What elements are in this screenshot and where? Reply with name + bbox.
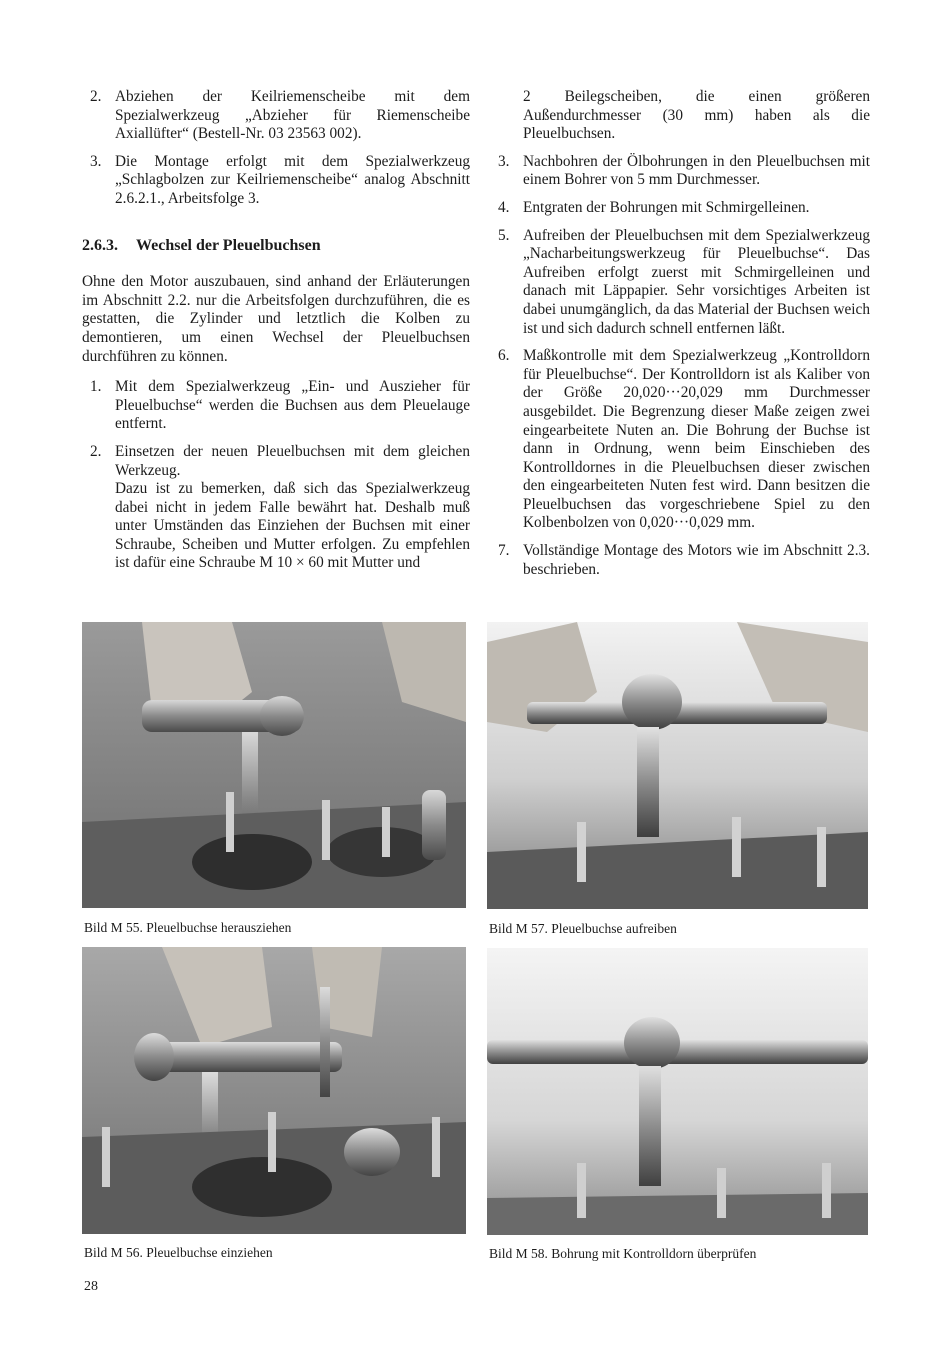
figure-caption: Bild M 58. Bohrung mit Kontrolldorn überprüfen: [489, 1246, 757, 1261]
section-number: 2.6.3.: [82, 236, 118, 254]
list-text: Entgraten der Bohrungen mit Schmirgelleinen.: [523, 198, 810, 216]
list-text: 2 Beilegscheiben, die einen größeren Außendurchmesser (30 mm) haben als die Pleuelbuchsen.: [523, 88, 870, 143]
list-item: [490, 542, 870, 579]
list-item: [82, 88, 470, 144]
photo-m57-image: [487, 622, 868, 909]
section-heading: [82, 237, 470, 256]
list-number: 2.: [90, 442, 102, 460]
figure-caption: Bild M 56. Pleuelbuchse einziehen: [84, 1245, 273, 1260]
list-text-continued: Dazu ist zu bemerken, daß sich das Spezialwerkzeug dabei nicht in jedem Falle bewährt hat. Deshalb muß unter Umständen das Einziehen der Buchsen mit einer Schraube, Scheiben und Mutter erfolgen. Zu empfehlen ist dafür eine Schraube M 10 × 60 mit Mutter und: [115, 480, 470, 572]
photo-m58: [487, 948, 868, 1235]
list-text: Abziehen der Keilriemenscheibe mit dem Spezialwerkzeug „Abzieher für Riemenscheibe Axiallüfter“ (Bestell-Nr. 03 23563 002).: [115, 88, 470, 143]
list-number: 1.: [90, 378, 102, 396]
photo-m55-image: [82, 622, 466, 908]
list-text: Aufreiben der Pleuelbuchsen mit dem Spezialwerkzeug „Nacharbeitungswerkzeug für Pleuelbuchse“. Das Aufreiben erfolgt zuerst mit Schmirgelleinen und danach mit Läppapier. Sehr vorsichtiges Arbeiten ist dabei unumgänglich, da das Material der Buchsen weich ist und sich dadurch schnell entfernen läßt.: [523, 226, 870, 337]
page-number: 28: [84, 1279, 98, 1294]
list-text: Nachbohren der Ölbohrungen in den Pleuelbuchsen mit einem Bohrer von 5 mm Durchmesser.: [523, 152, 870, 189]
list-number: 2.: [90, 88, 102, 105]
list-item: [490, 153, 870, 190]
list-item: [490, 227, 870, 339]
list-item-continued: [490, 88, 870, 144]
photo-m56: [82, 947, 466, 1234]
right-text-column: [490, 88, 870, 588]
photo-m57: [487, 622, 868, 909]
section-title: Wechsel der Pleuelbuchsen: [136, 236, 321, 254]
list-item: [82, 443, 470, 573]
list-text: Einsetzen der neuen Pleuelbuchsen mit dem gleichen Werkzeug.: [115, 442, 470, 479]
list-number: 3.: [498, 152, 510, 170]
figure-caption: Bild M 57. Pleuelbuchse aufreiben: [489, 921, 677, 936]
list-number: 5.: [498, 226, 510, 244]
photo-m56-image: [82, 947, 466, 1234]
list-text: Die Montage erfolgt mit dem Spezialwerkzeug „Schlagbolzen zur Keilriemenscheibe“ analog Abschnitt 2.6.2.1., Arbeitsfolge 3.: [115, 152, 470, 207]
intro-paragraph: Ohne den Motor auszubauen, sind anhand der Erläuterungen im Abschnitt 2.2. nur die Arbeitsfolgen durchzuführen, die es gestatten, die Zylinder und letztlich die Kolben zu demontieren, um einen Wechsel der Pleuelbuchsen durchführen zu können.: [82, 273, 470, 365]
list-text: Maßkontrolle mit dem Spezialwerkzeug „Kontrolldorn für Pleuelbuchse“. Der Kontrolldorn ist als Kaliber von der Größe 20,020···20,029 mm Durchmesser ausgebildet. Die Begrenzung dieser Maße zeigen zwei eingearbeitete Nuten an. Die Bohrung der Buchse ist dann in Ordnung, wenn beim Einschieben des Kontrolldornes in die Pleuelbuchsen dieser zwischen den eingearbeiteten Nuten fest wird. Dann besitzen die Pleuelbuchsen das vorgeschriebene Spiel zu den Kolbenbolzen von 0,020···0,029 mm.: [523, 347, 870, 532]
photo-m58-image: [487, 948, 868, 1235]
list-number: 6.: [498, 347, 510, 365]
photo-m55: [82, 622, 466, 908]
left-text-column: [82, 88, 470, 582]
list-item: [82, 378, 470, 434]
list-item: [490, 347, 870, 533]
list-text: Vollständige Montage des Motors wie im Abschnitt 2.3. beschrieben.: [523, 542, 870, 578]
list-item: [82, 153, 470, 209]
list-number: 4.: [498, 198, 510, 216]
figure-caption: Bild M 55. Pleuelbuchse herausziehen: [84, 920, 292, 935]
list-item: [490, 199, 870, 218]
list-number: 7.: [498, 542, 510, 560]
list-number: 3.: [90, 152, 102, 170]
list-text: Mit dem Spezialwerkzeug „Ein- und Auszieher für Pleuelbuchse“ werden die Buchsen aus dem Pleuelauge entfernt.: [115, 378, 470, 433]
